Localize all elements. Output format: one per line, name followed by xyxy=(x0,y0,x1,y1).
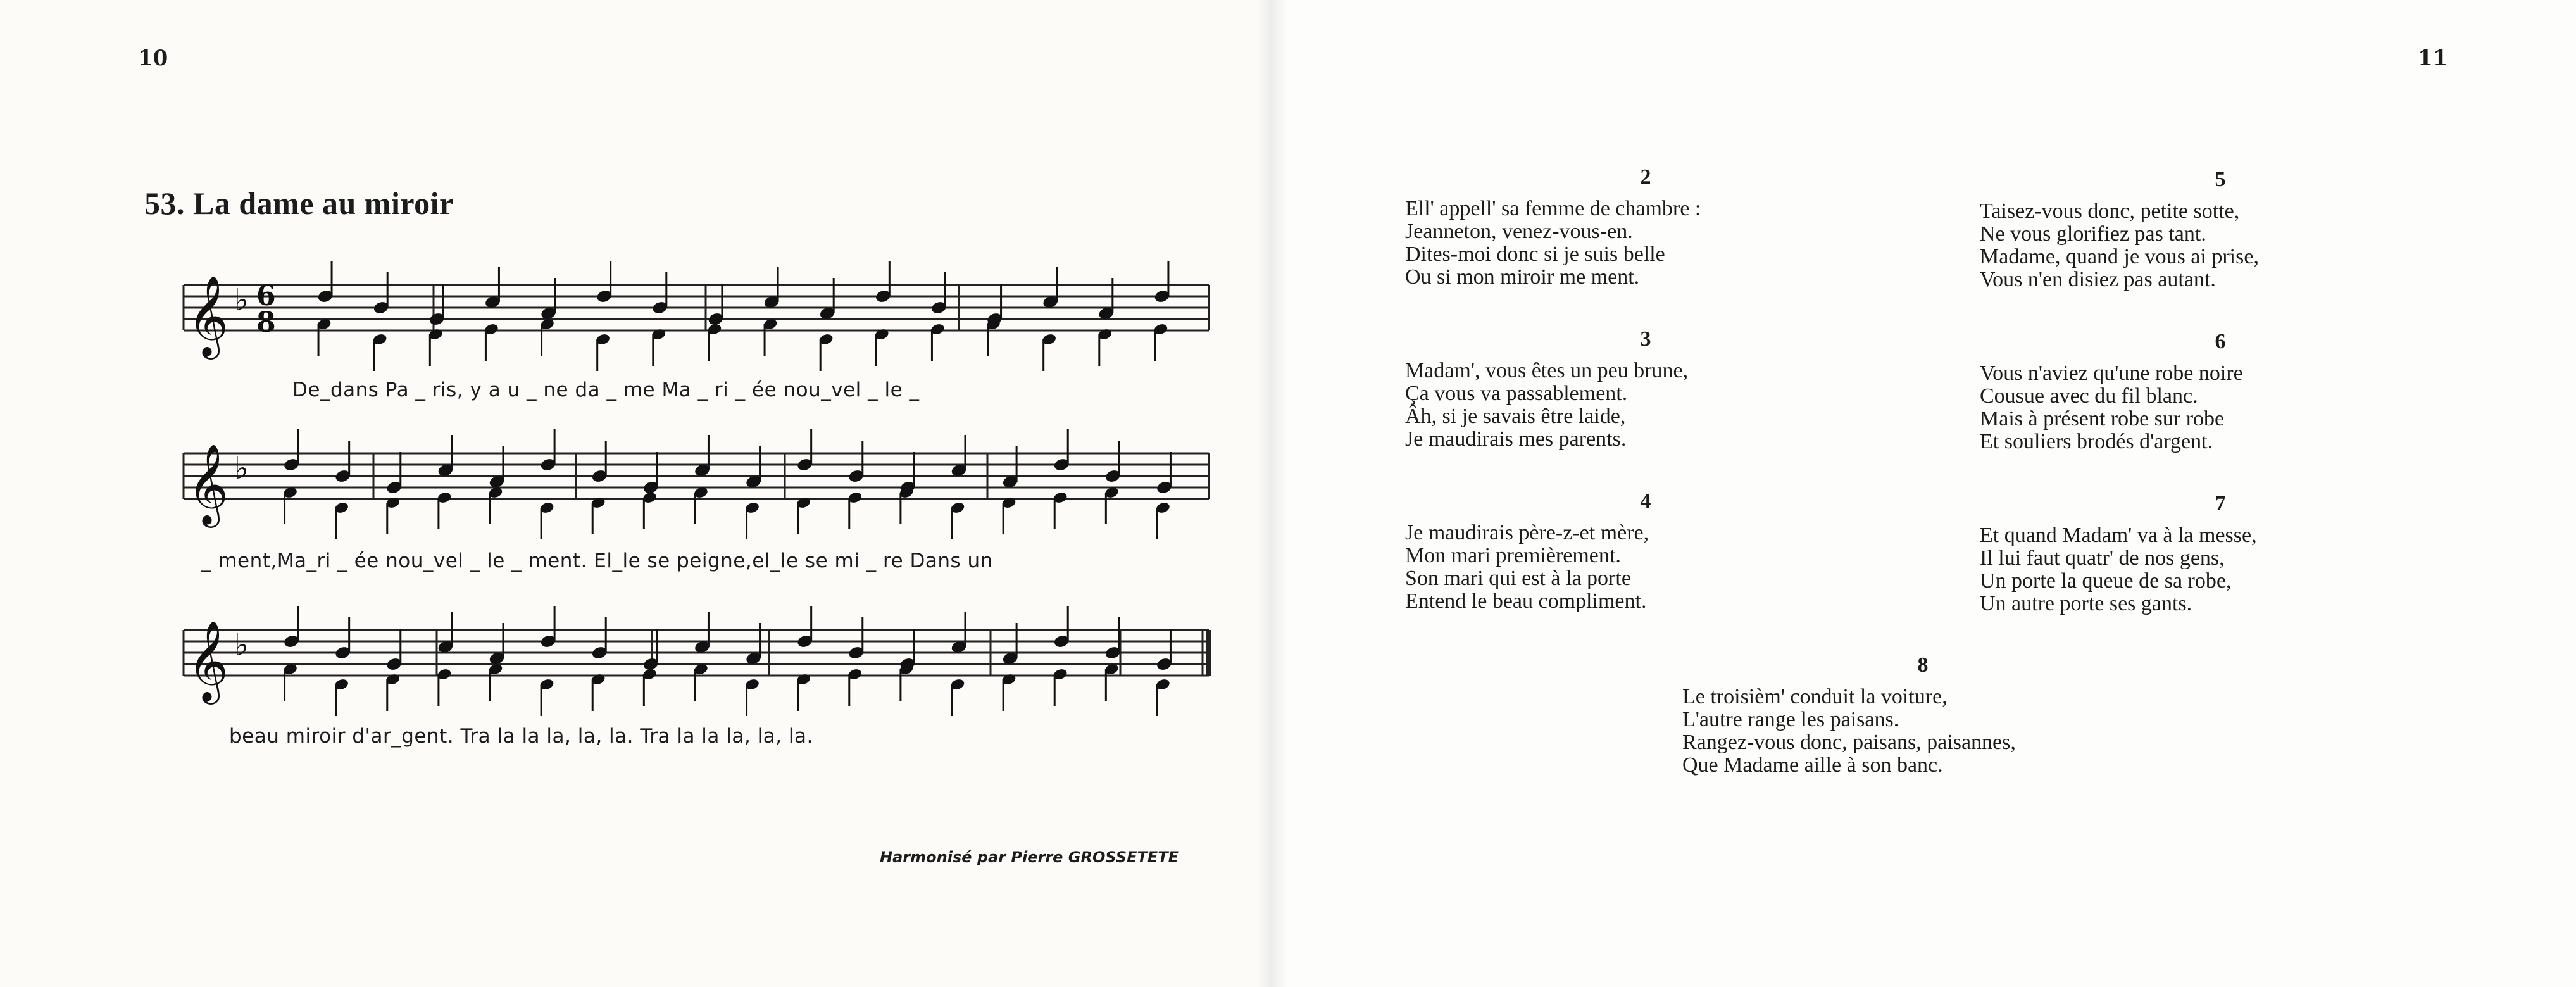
music-score xyxy=(0,0,1272,823)
stanza-line: Et souliers brodés d'argent. xyxy=(1980,430,2213,453)
stanza-line: Ell' appell' sa femme de chambre : xyxy=(1405,197,1701,220)
stanza-number: 8 xyxy=(1917,653,1929,677)
stanza-7 xyxy=(1980,493,2461,615)
stanza-3 xyxy=(1405,328,1886,451)
stanza-number: 2 xyxy=(1640,165,1651,189)
stanza-line: L'autre range les paisans. xyxy=(1682,708,1899,731)
stanza-line: Je maudirais père-z-et mère, xyxy=(1405,521,1649,544)
stanza-line: Et quand Madam' va à la messe, xyxy=(1980,524,2257,547)
stanza-line: Vous n'aviez qu'une robe noire xyxy=(1980,361,2243,385)
flat-icon: ♭ xyxy=(234,627,249,663)
stanza-line: Je maudirais mes parents. xyxy=(1405,427,1627,451)
time-signature-top: 6 xyxy=(256,280,276,312)
stanza-2 xyxy=(1405,166,1886,289)
stanza-line: Mais à présent robe sur robe xyxy=(1980,407,2225,431)
page-number-right: 11 xyxy=(2418,46,2448,71)
stanza-8 xyxy=(1682,654,2163,777)
stanza-line: Vous n'en disiez pas autant. xyxy=(1980,268,2216,291)
stanza-line: Madam', vous êtes un peu brune, xyxy=(1405,359,1689,382)
stanza-number: 6 xyxy=(2215,330,2226,353)
lyric-line-1: De_dans Pa _ ris, y a u _ ne da _ me Ma _ ri _ ée nou_vel _ le _ xyxy=(292,379,920,401)
stanza-number: 3 xyxy=(1640,327,1651,351)
stanza-5 xyxy=(1980,168,2461,291)
stanza-line: Jeanneton, venez-vous-en. xyxy=(1405,220,1633,243)
stanza-line: Ça vous va passablement. xyxy=(1405,382,1628,405)
stanza-line: Rangez-vous donc, paisans, paisannes, xyxy=(1682,731,2016,754)
flat-icon: ♭ xyxy=(234,282,249,318)
stanza-line: Dites-moi donc si je suis belle xyxy=(1405,242,1665,266)
stanza-6 xyxy=(1980,330,2461,453)
stanza-line: Ne vous glorifiez pas tant. xyxy=(1980,222,2206,246)
stanza-number: 7 xyxy=(2215,492,2226,515)
page-number-left: 10 xyxy=(138,46,168,71)
stanza-line: Mon mari premièrement. xyxy=(1405,544,1621,567)
stanza-line: Le troisièm' conduit la voiture, xyxy=(1682,685,1948,708)
stanza-line: Taisez-vous donc, petite sotte, xyxy=(1980,199,2240,223)
stanza-line: Âh, si je savais être laide, xyxy=(1405,405,1626,428)
stanza-4 xyxy=(1405,490,1886,613)
treble-clef-icon: 𝄞 xyxy=(187,443,229,524)
stanza-number: 4 xyxy=(1640,489,1651,513)
time-signature-bottom: 8 xyxy=(256,306,276,339)
stanza-number: 5 xyxy=(2215,168,2226,191)
stanza-line: Son mari qui est à la porte xyxy=(1405,567,1631,590)
treble-clef-icon: 𝄞 xyxy=(187,620,229,701)
clefs xyxy=(187,275,276,705)
flat-icon: ♭ xyxy=(234,451,249,486)
treble-clef-icon: 𝄞 xyxy=(187,275,229,356)
stanza-line: Madame, quand je vous ai prise, xyxy=(1980,245,2259,268)
stanza-line: Ou si mon miroir me ment. xyxy=(1405,265,1640,289)
stanza-line: Il lui faut quatr' de nos gens, xyxy=(1980,546,2225,570)
stanza-line: Un porte la queue de sa robe, xyxy=(1980,569,2232,593)
arranger-credit: Harmonisé par Pierre GROSSETETE xyxy=(880,848,1179,866)
stanza-line: Cousue avec du fil blanc. xyxy=(1980,384,2198,408)
lyric-line-3: beau miroir d'ar_gent. Tra la la la, la, la. Tra la la la, la, la. xyxy=(229,725,813,748)
stanza-line: Entend le beau compliment. xyxy=(1405,589,1647,613)
stanza-line: Que Madame aille à son banc. xyxy=(1682,753,1943,777)
stanza-line: Un autre porte ses gants. xyxy=(1980,592,2192,615)
song-title: 53. La dame au miroir xyxy=(144,185,454,221)
lyric-line-2: _ ment,Ma_ri _ ée nou_vel _ le _ ment. El_le se peigne,el_le se mi _ re Dans un xyxy=(201,550,993,572)
